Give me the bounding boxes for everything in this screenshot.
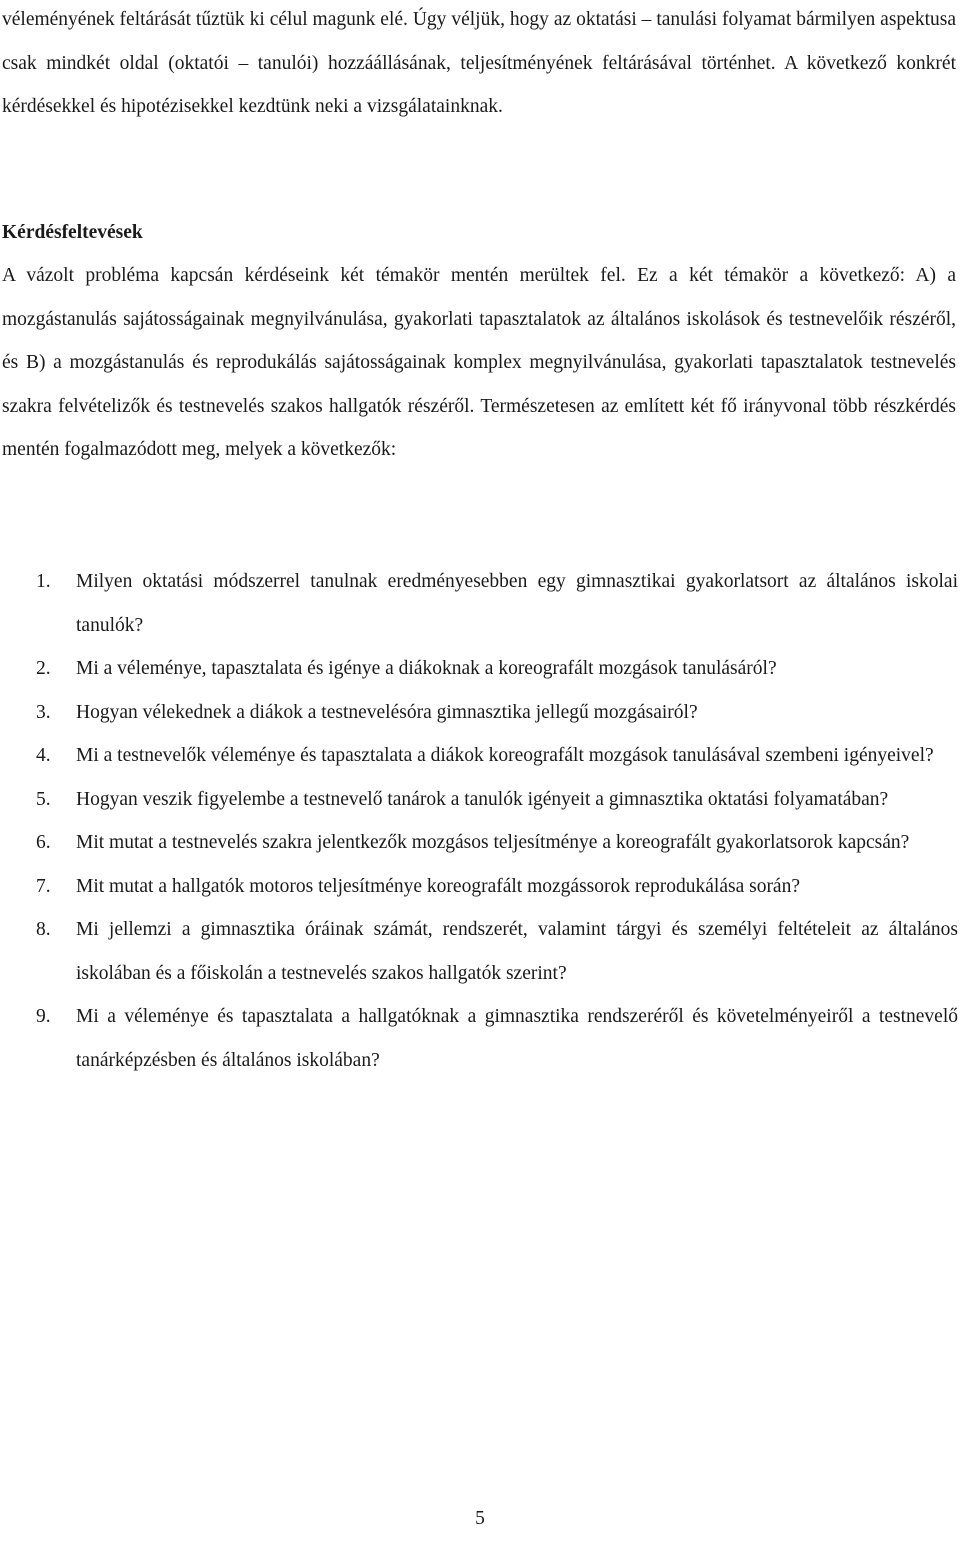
list-item <box>0 734 958 778</box>
list-item-number: 6. <box>36 832 51 853</box>
list-item-text: Hogyan vélekednek a diákok a testnevelésóra gimnasztika jellegű mozgásairól? <box>76 701 698 723</box>
list-item <box>0 691 958 735</box>
list-item-text: Mi jellemzi a gimnasztika óráinak számát, rendszerét, valamint tárgyi és személyi feltételeit az általános iskolában és a főiskolán a testnevelés szakos hallgatók szerint? <box>76 919 958 984</box>
list-item <box>0 778 958 822</box>
list-item-text: Mit mutat a hallgatók motoros teljesítménye koreografált mozgássorok reprodukálása során? <box>76 875 800 897</box>
list-item <box>0 865 958 909</box>
list-item <box>0 647 958 691</box>
list-item-number: 5. <box>36 788 51 810</box>
list-item-text: Milyen oktatási módszerrel tanulnak eredményesebben egy gimnasztikai gyakorlatsort az általános iskolai tanulók? <box>76 571 958 636</box>
list-item <box>0 995 958 1082</box>
list-item-text: Mi a véleménye, tapasztalata és igénye a diákoknak a koreografált mozgások tanulásáról? <box>76 658 777 679</box>
intro-paragraph: véleményének feltárását tűztük ki célul magunk elé. Úgy véljük, hogy az oktatási – tanulási folyamat bármilyen aspektusa csak mindkét oldal (oktatói – tanulói) hozzáállásának, teljesítményének feltárásával történhet. A következő konkrét kérdésekkel és hipotézisekkel kezdtünk neki a vizsgálatainknak. <box>2 9 956 117</box>
list-item-text: Hogyan veszik figyelembe a testnevelő tanárok a tanulók igényeit a gimnasztika oktatási folyamatában? <box>76 788 889 810</box>
list-item <box>0 908 958 995</box>
list-item-number: 8. <box>36 919 51 940</box>
question-list <box>0 560 958 1082</box>
list-item-text: Mit mutat a testnevelés szakra jelentkezők mozgásos teljesítménye a koreografált gyakorlatsorok kapcsán? <box>76 832 910 853</box>
section-paragraph: A vázolt probléma kapcsán kérdéseink két témakör mentén merültek fel. Ez a két témakör a következő: A) a mozgástanulás sajátosságainak megnyilvánulása, gyakorlati tapasztalatok az általános iskolások és testnevelőik részéről, és B) a mozgástanulás és reprodukálás sajátosságainak komplex megnyilvánulása, gyakorlati tapasztalatok testnevelés szakra felvételizők és testnevelés szakos hallgatók részéről. Természetesen az említett két fő irányvonal több részkérdés mentén fogalmazódott meg, melyek a következők: <box>2 265 956 460</box>
list-item-number: 1. <box>36 571 51 592</box>
list-item <box>0 821 958 865</box>
list-item-text: Mi a véleménye és tapasztalata a hallgatóknak a gimnasztika rendszeréről és követelményeiről a testnevelő tanárképzésben és általános iskolában? <box>76 1006 958 1071</box>
list-item-number: 7. <box>36 875 51 897</box>
list-item-number: 9. <box>36 1006 51 1027</box>
list-item <box>0 560 958 647</box>
list-item-number: 2. <box>36 658 51 679</box>
list-item-number: 4. <box>36 745 51 766</box>
page-number: 5 <box>475 1508 485 1529</box>
section-heading: Kérdésfeltevések <box>2 222 143 243</box>
list-item-number: 3. <box>36 701 51 723</box>
list-item-text: Mi a testnevelők véleménye és tapasztalata a diákok koreografált mozgások tanulásával szembeni igényeivel? <box>76 745 934 766</box>
